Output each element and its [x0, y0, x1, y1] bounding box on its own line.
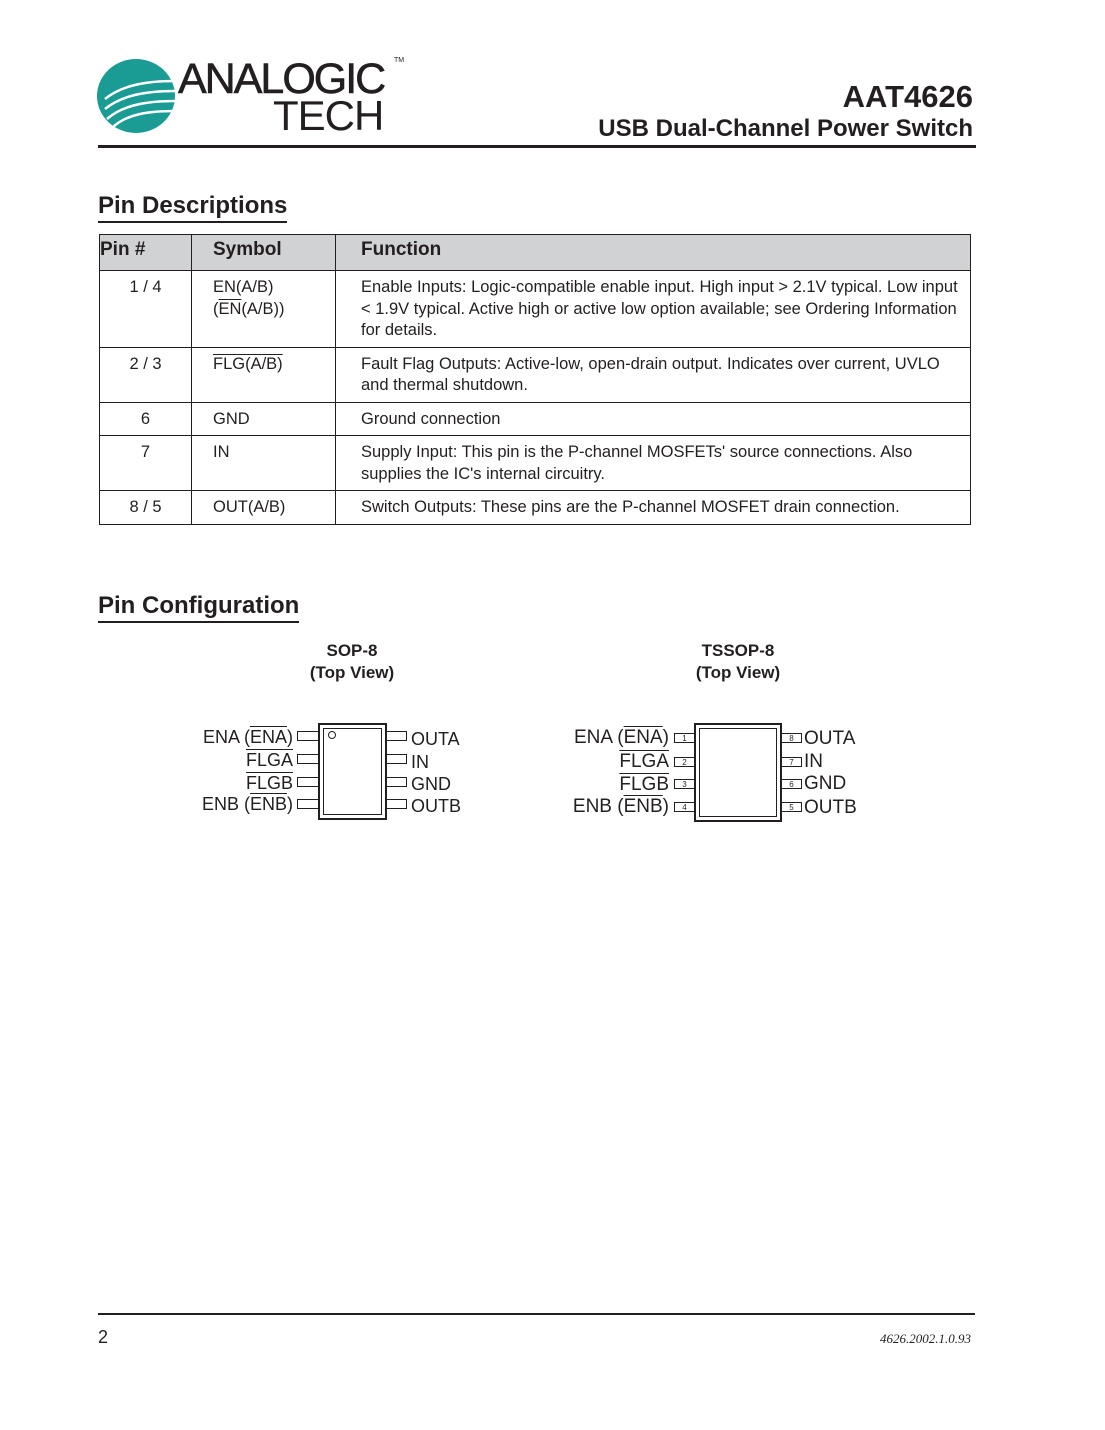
pin-label: FLGB	[245, 773, 293, 793]
pin-label: IN	[804, 751, 823, 772]
pin-number: 2 / 3	[100, 347, 192, 402]
table-row	[100, 491, 971, 525]
lead: 2	[674, 757, 695, 767]
lead: 8	[781, 733, 802, 743]
pin-function: Switch Outputs: These pins are the P-channel MOSFET drain connection.	[336, 491, 971, 525]
trademark-symbol: TM	[394, 57, 405, 64]
pin-label: ENA $(\overline{ENA})$	[202, 727, 293, 747]
lead: 5	[781, 802, 802, 812]
pin-symbol: GND	[192, 402, 336, 436]
lead: 1	[674, 733, 695, 743]
logo-mark-icon	[97, 59, 175, 133]
logo-wordmark-tech: TECH	[273, 92, 384, 139]
pin-function: Ground connection	[336, 402, 971, 436]
pin-function: Fault Flag Outputs: Active-low, open-drain output. Indicates over current, UVLO and thermal shutdown.	[336, 347, 971, 402]
lead	[297, 731, 319, 741]
pin-symbol	[192, 347, 336, 402]
column-header-pin: Pin #	[100, 235, 192, 271]
pin1-marker-icon	[328, 731, 336, 739]
pin-label: GND	[804, 773, 847, 794]
section-title-pin-configuration: Pin Configuration	[98, 592, 299, 623]
package-view: (Top View)	[695, 663, 781, 682]
pin-number: 6	[100, 402, 192, 436]
pin-function: Supply Input: This pin is the P-channel MOSFETs' source connections. Also supplies the IC's internal circuitry.	[336, 436, 971, 491]
package-name: SOP-8	[326, 641, 378, 660]
table-row	[100, 402, 971, 436]
lead	[386, 754, 407, 764]
pin-label: IN	[411, 752, 429, 772]
pin-number: 8 / 5	[100, 491, 192, 525]
pin-descriptions-table	[99, 234, 971, 525]
pin-symbol	[192, 271, 336, 348]
symbol-text: (A/B))	[241, 299, 285, 318]
lead	[386, 777, 407, 787]
package-title-sop8	[252, 640, 452, 684]
lead	[297, 754, 319, 764]
symbol-text-overlined: $\overline{EN}$	[218, 299, 242, 318]
pin-symbol: OUT(A/B)	[192, 491, 336, 525]
table-row	[100, 436, 971, 491]
pin-symbol: IN	[192, 436, 336, 491]
lead: 4	[674, 802, 695, 812]
pin-label: OUTA	[411, 729, 460, 749]
package-name: TSSOP-8	[701, 641, 775, 660]
lead: 7	[781, 757, 802, 767]
document-code: 4626.2002.1.0.93	[880, 1331, 971, 1346]
document-subtitle: USB Dual-Channel Power Switch	[598, 115, 973, 142]
header-divider	[98, 145, 976, 148]
pin-number: 7	[100, 436, 192, 491]
symbol-text-overlined: FLG(A/B)	[213, 354, 283, 373]
page-number: 2	[98, 1327, 109, 1347]
pin-label: FLGA	[619, 751, 669, 772]
package-title-tssop8	[638, 640, 838, 684]
section-title-pin-descriptions: Pin Descriptions	[98, 192, 287, 223]
table-row	[100, 347, 971, 402]
lead: 3	[674, 779, 695, 789]
pin-label: ENB $(\overline{ENB})$	[201, 794, 293, 814]
package-view: (Top View)	[309, 663, 395, 682]
symbol-text: (	[213, 299, 219, 318]
pin-function: Enable Inputs: Logic-compatible enable input. High input > 2.1V typical. Low input < 1.9V typical. Active high or active low option available; see Ordering Information for details.	[336, 271, 971, 348]
pin-label: OUTA	[804, 728, 856, 749]
symbol-text: EN(A/B)	[213, 278, 274, 296]
pin-number: 1 / 4	[100, 271, 192, 348]
pin-label: OUTB	[804, 797, 857, 818]
pin-label: ENA $(\overline{ENA})$	[573, 727, 669, 748]
table-row	[100, 271, 971, 348]
column-header-function: Function	[336, 235, 971, 271]
column-header-symbol: Symbol	[192, 235, 336, 271]
footer-divider	[98, 1313, 975, 1315]
pin-label: FLGA	[245, 750, 293, 770]
lead	[297, 777, 319, 787]
lead	[297, 799, 319, 809]
part-number: AAT4626	[842, 79, 973, 114]
pin-label: OUTB	[411, 796, 462, 816]
lead	[386, 731, 407, 741]
pin-label: ENB $(\overline{ENB})$	[572, 796, 669, 817]
pin-label: GND	[411, 774, 451, 794]
lead: 6	[781, 779, 802, 789]
lead	[386, 799, 407, 809]
pin-label: FLGB	[619, 774, 669, 795]
chip-body	[694, 723, 782, 822]
table-header-row	[100, 235, 971, 271]
chip-body	[318, 723, 387, 820]
logo-wordmark-analogic: ANALOGIC	[178, 55, 385, 103]
